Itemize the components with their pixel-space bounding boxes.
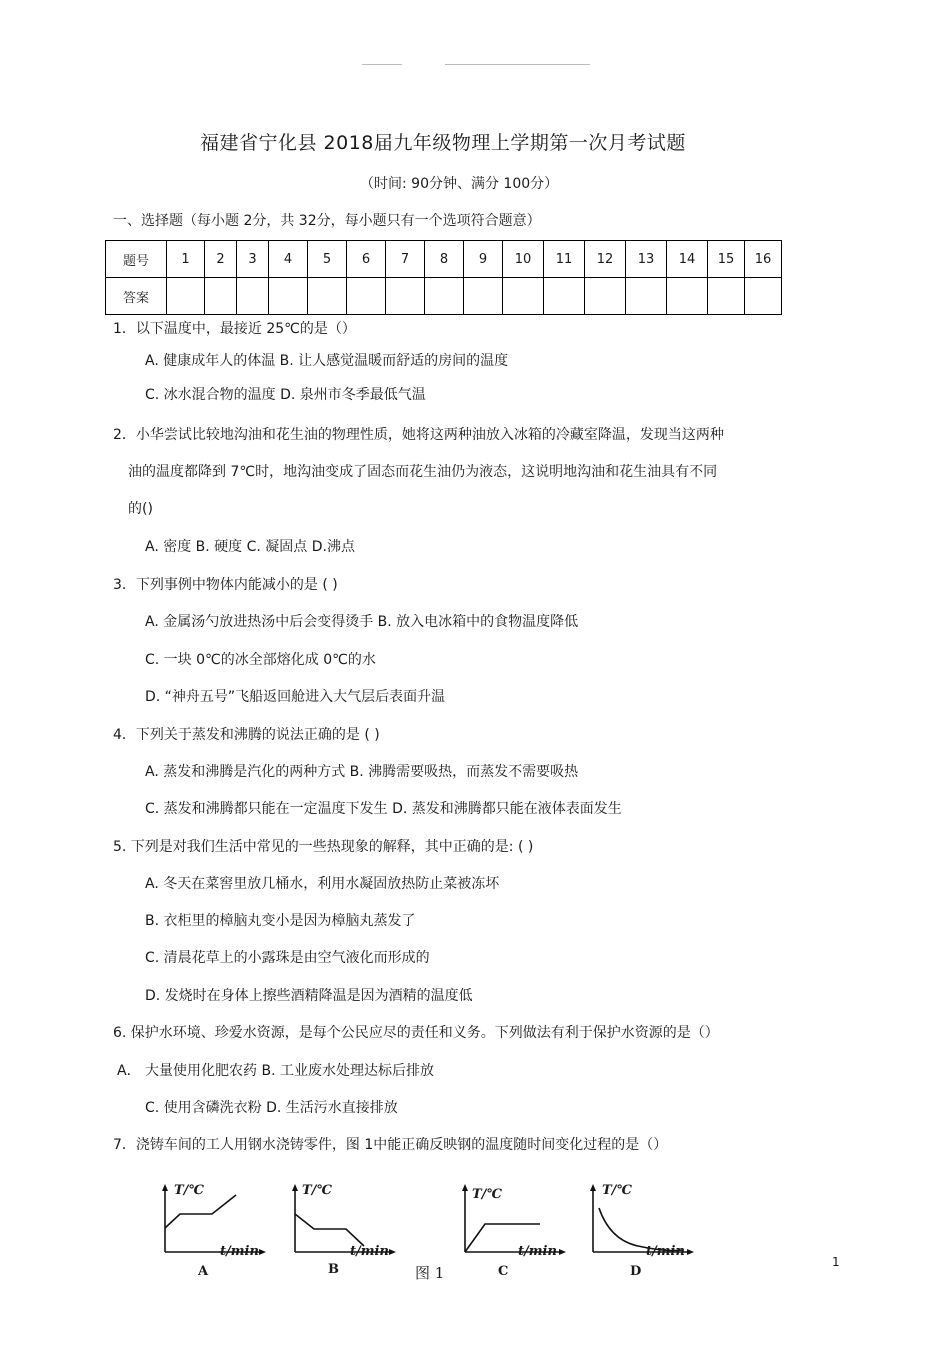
graph-b <box>280 1180 400 1280</box>
q6-options-cd: C. 使用含磷洗衣粉 D. 生活污水直接排放 <box>145 1100 398 1116</box>
q2-options: A. 密度 B. 硬度 C. 凝固点 D.沸点 <box>145 539 355 555</box>
q1-options-ab: A. 健康成年人的体温 B. 让人感觉温暖而舒适的房间的温度 <box>145 353 509 369</box>
table-cell-number: 3 <box>237 241 269 278</box>
answer-cell[interactable] <box>585 278 626 315</box>
answer-cell[interactable] <box>167 278 205 315</box>
table-cell-number: 15 <box>708 241 745 278</box>
y-axis-label: T/℃ <box>174 1183 204 1198</box>
answer-cell[interactable] <box>544 278 585 315</box>
answer-cell[interactable] <box>237 278 269 315</box>
table-cell-number: 10 <box>503 241 544 278</box>
table-header-number: 题号 <box>106 241 167 278</box>
table-row-numbers <box>106 241 782 278</box>
q3-option-c: C. 一块 0℃的冰全部熔化成 0℃的水 <box>145 652 376 668</box>
table-cell-number: 9 <box>464 241 503 278</box>
exam-subtitle: （时间: 90分钟、满分 100分） <box>360 176 559 192</box>
answer-cell[interactable] <box>425 278 464 315</box>
q7-stem: 7．浇铸车间的工人用钢水浇铸零件，图 1中能正确反映钢的温度随时间变化过程的是（） <box>113 1137 668 1153</box>
q1-stem: 1．以下温度中，最接近 25℃的是（） <box>113 321 356 337</box>
table-header-answer: 答案 <box>106 278 167 315</box>
answer-cell[interactable] <box>205 278 237 315</box>
table-cell-number: 12 <box>585 241 626 278</box>
y-axis-label: T/℃ <box>472 1187 502 1202</box>
q6-options-ab: A． 大量使用化肥农药 B. 工业废水处理达标后排放 <box>117 1063 434 1079</box>
graph-label-c: C <box>498 1264 509 1279</box>
q4-options-cd: C. 蒸发和沸腾都只能在一定温度下发生 D. 蒸发和沸腾都只能在液体表面发生 <box>145 801 622 817</box>
x-axis-label: t/min <box>518 1244 557 1259</box>
page-title: 福建省宁化县 2018届九年级物理上学期第一次月考试题 <box>200 132 686 154</box>
page-number: 1 <box>832 1255 840 1269</box>
x-axis-label: t/min <box>220 1244 259 1259</box>
q4-options-ab: A. 蒸发和沸腾是汽化的两种方式 B. 沸腾需要吸热，而蒸发不需要吸热 <box>145 764 579 780</box>
table-cell-number: 8 <box>425 241 464 278</box>
q3-options-ab: A. 金属汤勺放进热汤中后会变得烫手 B. 放入电冰箱中的食物温度降低 <box>145 614 579 630</box>
q2-line3: 的() <box>128 501 153 517</box>
x-axis-label: t/min <box>350 1244 389 1259</box>
graph-c <box>450 1180 570 1280</box>
table-cell-number: 16 <box>745 241 782 278</box>
answer-cell[interactable] <box>347 278 386 315</box>
scan-mark-left <box>362 64 402 65</box>
table-row-answers <box>106 278 782 315</box>
table-cell-number: 7 <box>386 241 425 278</box>
answer-cell[interactable] <box>708 278 745 315</box>
q5-option-d: D. 发烧时在身体上擦些酒精降温是因为酒精的温度低 <box>145 988 473 1004</box>
answer-cell[interactable] <box>269 278 308 315</box>
answer-cell[interactable] <box>626 278 667 315</box>
graph-label-b: B <box>328 1262 339 1277</box>
graph-label-a: A <box>198 1264 209 1279</box>
q2-line1: 2．小华尝试比较地沟油和花生油的物理性质，她将这两种油放入冰箱的冷藏室降温，发现当这两种 <box>113 427 724 443</box>
x-axis-label: t/min <box>646 1244 685 1259</box>
q5-stem: 5. 下列是对我们生活中常见的一些热现象的解释，其中正确的是: ( ) <box>113 839 534 855</box>
q2-line2: 油的温度都降到 7℃时，地沟油变成了固态而花生油仍为液态，这说明地沟油和花生油具有不同 <box>128 464 718 480</box>
table-cell-number: 13 <box>626 241 667 278</box>
q6-stem: 6. 保护水环境、珍爱水资源，是每个公民应尽的责任和义务。下列做法有利于保护水资源的是（） <box>113 1025 719 1041</box>
answer-cell[interactable] <box>667 278 708 315</box>
graph-label-d: D <box>630 1264 642 1279</box>
y-axis-label: T/℃ <box>302 1183 332 1198</box>
table-cell-number: 1 <box>167 241 205 278</box>
y-axis-label: T/℃ <box>602 1183 632 1198</box>
table-cell-number: 2 <box>205 241 237 278</box>
answer-cell[interactable] <box>503 278 544 315</box>
answer-cell[interactable] <box>745 278 782 315</box>
table-cell-number: 6 <box>347 241 386 278</box>
scan-mark-right <box>445 64 590 65</box>
q3-stem: 3．下列事例中物体内能减小的是 ( ) <box>113 577 338 593</box>
graph-a <box>150 1180 270 1280</box>
graph-d <box>578 1180 698 1280</box>
q5-option-b: B. 衣柜里的樟脑丸变小是因为樟脑丸蒸发了 <box>145 913 416 929</box>
figure-caption: 图 1 <box>415 1264 445 1282</box>
answer-cell[interactable] <box>464 278 503 315</box>
q3-option-d: D. “神舟五号”飞船返回舱进入大气层后表面升温 <box>145 689 446 705</box>
q5-option-a: A. 冬天在菜窖里放几桶水，利用水凝固放热防止菜被冻坏 <box>145 876 500 892</box>
answer-cell[interactable] <box>386 278 425 315</box>
q1-options-cd: C. 冰水混合物的温度 D. 泉州市冬季最低气温 <box>145 387 426 403</box>
table-cell-number: 5 <box>308 241 347 278</box>
section-header: 一、选择题（每小题 2分，共 32分，每小题只有一个选项符合题意） <box>113 213 541 229</box>
answer-cell[interactable] <box>308 278 347 315</box>
q4-stem: 4．下列关于蒸发和沸腾的说法正确的是 ( ) <box>113 727 380 743</box>
table-cell-number: 14 <box>667 241 708 278</box>
table-cell-number: 11 <box>544 241 585 278</box>
table-cell-number: 4 <box>269 241 308 278</box>
answer-table <box>105 240 782 315</box>
q5-option-c: C. 清晨花草上的小露珠是由空气液化而形成的 <box>145 950 430 966</box>
